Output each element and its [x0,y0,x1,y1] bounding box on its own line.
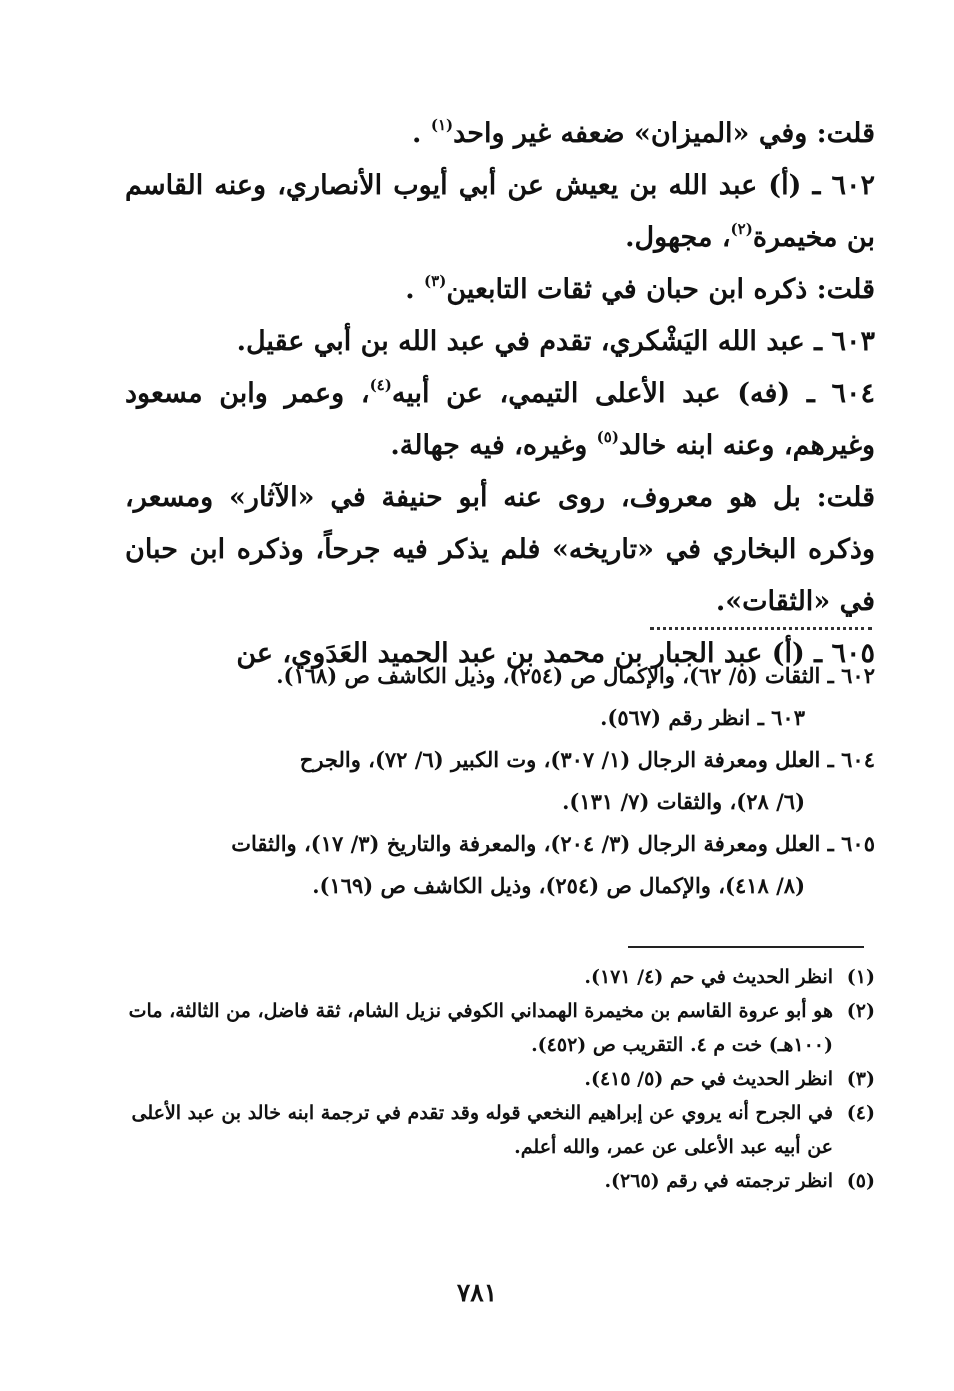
note-605: ٦٠٥ ـ العلل ومعرفة الرجال (٣/ ٢٠٤)، والمعرفة والتاريخ (٣/ ١٧)، والثقات [231,831,875,856]
footnotes [115,960,875,1198]
footnote-number: (٣) [846,1068,875,1090]
footnote-4-cont: عن أبيه عبد الأعلى عن عمر، والله أعلم. [514,1136,833,1158]
entry-603: ٦٠٣ ـ عبد الله اليَشْكري، تقدم في عبد الله بن أبي عقيل. [236,326,875,357]
note-604: ٦٠٤ ـ العلل ومعرفة الرجال (١/ ٣٠٧)، وت الكبير (٦/ ٧٢)، والجرح [299,747,875,772]
note-605-cont: (٨/ ٤١٨)، والإكمال ص (٢٥٤)، وذيل الكاشف ص (١٦٩). [312,873,805,898]
entry-605: ٦٠٥ ـ (أ) عبد الجبار بن محمد بن عبد الحميد العَدَوي، عن [236,638,875,669]
footnote-4: (٤)في الجرح أنه يروي عن إبراهيم النخعي قوله وقد تقدم في ترجمة ابنه خالد بن عبد الأعلى [115,1096,875,1130]
paragraph-qult-2: قلت: ذكره ابن حبان في ثقات التابعين$^{(٣)}$ . [405,272,875,305]
footnote-ref-1[interactable]: (١) [430,116,454,134]
footnote-number: (٢) [846,1000,875,1022]
footnote-ref-3[interactable]: (٣) [424,272,447,290]
footnote-ref-4[interactable]: (٤) [369,376,392,394]
footnote-rule [628,946,864,948]
page-number: ٧٨١ [456,1278,498,1307]
footnote-number: (٤) [846,1102,875,1124]
entry-604: ٦٠٤ ـ (فه) عبد الأعلى التيمي، عن أبيه$^{(٤)}$، وعمر وابن مسعود وغيرهم، وعنه ابنه خالد$^{(٥)}$ وغيره، فيه جهالة. [125,376,875,461]
paragraph-qult-1: قلت: وفي «الميزان» ضعفه غير واحد$^{(١)}$ . [412,116,875,149]
entry-602: ٦٠٢ ـ (أ) عبد الله بن يعيش عن أبي أيوب الأنصاري، وعنه القاسم بن مخيمرة$^{(٢)}$، مجهول. [125,170,875,253]
source-notes [125,655,875,907]
footnote-3: (٣)انظر الحديث في حم (٥/ ٤١٥). [115,1062,875,1096]
dotted-separator [650,627,872,630]
footnote-1: (١)انظر الحديث في حم (٤/ ١٧١). [115,960,875,994]
note-603: ٦٠٣ ـ انظر رقم (٥٦٧). [600,705,805,730]
main-text [125,108,875,680]
footnote-ref-5[interactable]: (٥) [596,428,619,446]
footnote-ref-2[interactable]: (٢) [730,220,753,238]
footnote-2: (٢)هو أبو عروة القاسم بن مخيمرة الهمداني الكوفي نزيل الشام، ثقة فاضل، من الثالثة، مات [115,994,875,1028]
note-604-cont: (٦/ ٢٨)، والثقات (٧/ ١٣١). [562,789,805,814]
footnote-number: (٥) [846,1170,875,1192]
note-602: ٦٠٢ ـ الثقات (٥/ ٦٢)، والإكمال ص (٢٥٤)، وذيل الكاشف ص (١٦٨). [276,663,875,688]
footnote-number: (١) [846,966,875,988]
footnote-2-cont: (١٠٠هـ) خت م ٤. التقريب ص (٤٥٢). [531,1034,833,1056]
footnote-5: (٥)انظر ترجمته في رقم (٢٦٥). [115,1164,875,1198]
paragraph-qult-3: قلت: بل هو معروف، روى عنه أبو حنيفة في «الآثار» ومسعر، وذكره البخاري في «تاريخه» فلم يذكر فيه جرحاً، وذكره ابن حبان في «الثقات». [125,482,875,617]
